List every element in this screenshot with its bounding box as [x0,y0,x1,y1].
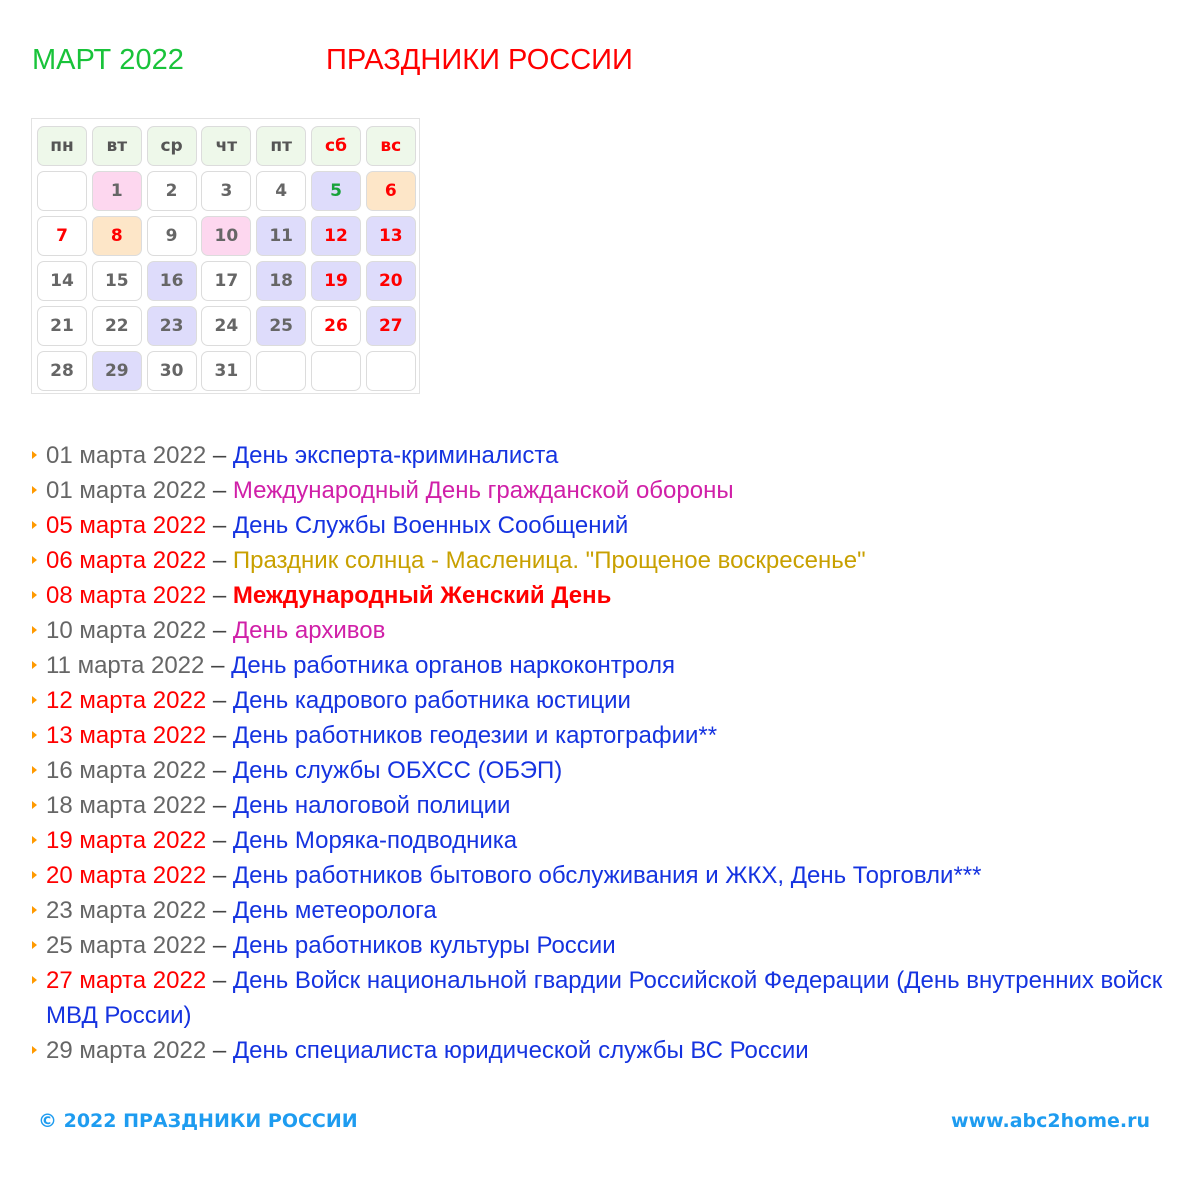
month-title: МАРТ 2022 [32,44,184,76]
calendar-day: 7 [37,216,87,256]
holiday-date: 12 марта 2022 [46,687,207,714]
holiday-name: День кадрового работника юстиции [232,687,631,714]
calendar-day: 10 [201,216,251,256]
holiday-separator: – [212,687,227,714]
holiday-separator: – [212,512,227,539]
holiday-item [32,858,1172,893]
calendar-empty-cell [366,351,416,391]
calendar-empty-cell [37,171,87,211]
calendar-day: 26 [311,306,361,346]
holiday-separator: – [212,827,227,854]
holiday-name: День архивов [232,617,386,644]
calendar-day: 6 [366,171,416,211]
holiday-date: 29 марта 2022 [46,1037,207,1064]
holiday-separator: – [212,442,227,469]
calendar-empty-cell [311,351,361,391]
calendar-empty-cell [256,351,306,391]
calendar-day: 12 [311,216,361,256]
calendar-day: 5 [311,171,361,211]
holiday-separator: – [212,757,227,784]
holiday-item [32,473,1172,508]
calendar-day: 29 [92,351,142,391]
weekday-header: вт [92,126,142,166]
holiday-item [32,508,1172,543]
calendar-day: 11 [256,216,306,256]
holiday-date: 05 марта 2022 [46,512,207,539]
holiday-name: Праздник солнца - Масленица. "Прощеное воскресенье" [232,547,866,574]
holiday-name: День эксперта-криминалиста [232,442,559,469]
holiday-date: 01 марта 2022 [46,477,207,504]
calendar-day: 30 [147,351,197,391]
holiday-name: День налоговой полиции [232,792,511,819]
calendar-day: 27 [366,306,416,346]
holiday-date: 25 марта 2022 [46,932,207,959]
calendar-day: 24 [201,306,251,346]
holiday-separator: – [211,652,225,679]
holiday-item [32,578,1172,613]
calendar-day: 14 [37,261,87,301]
holiday-separator: – [212,897,227,924]
holiday-item [32,613,1172,648]
holiday-name: День работников бытового обслуживания и ЖКХ, День Торговли*** [232,862,982,889]
month-calendar [31,118,420,394]
calendar-day: 8 [92,216,142,256]
holiday-item [32,1033,1172,1068]
holiday-item [32,893,1172,928]
calendar-day: 15 [92,261,142,301]
weekday-header: пт [256,126,306,166]
holiday-name: День службы ОБХСС (ОБЭП) [232,757,563,784]
footer-website-link[interactable]: www.abc2home.ru [951,1110,1150,1132]
weekday-header: сб [311,126,361,166]
holiday-date: 08 марта 2022 [46,582,207,609]
holiday-date: 13 марта 2022 [46,722,207,749]
holiday-item [32,683,1172,718]
calendar-day: 2 [147,171,197,211]
holiday-name: День работников геодезии и картографии** [232,722,718,749]
holiday-name: День Службы Военных Сообщений [232,512,629,539]
holiday-date: 18 марта 2022 [46,792,207,819]
calendar-day: 21 [37,306,87,346]
holiday-name: День работников культуры России [232,932,616,959]
holiday-separator: – [212,617,227,644]
calendar-day: 18 [256,261,306,301]
holiday-separator: – [212,792,227,819]
calendar-day: 1 [92,171,142,211]
weekday-header: вс [366,126,416,166]
holiday-name: День метеоролога [232,897,437,924]
holiday-date: 16 марта 2022 [46,757,207,784]
site-title: ПРАЗДНИКИ РОССИИ [326,44,633,76]
calendar-day: 19 [311,261,361,301]
holiday-date: 19 марта 2022 [46,827,207,854]
holiday-separator: – [212,477,227,504]
weekday-header: ср [147,126,197,166]
calendar-day: 23 [147,306,197,346]
holiday-date: 06 марта 2022 [46,547,207,574]
holiday-separator: – [212,967,227,994]
holiday-separator: – [212,1037,227,1064]
holiday-name: День специалиста юридической службы ВС России [232,1037,809,1064]
holiday-item [32,718,1172,753]
holiday-separator: – [212,547,227,574]
holiday-item [32,648,1172,683]
holiday-date: 23 марта 2022 [46,897,207,924]
holiday-name: День Моряка-подводника [232,827,518,854]
holiday-date: 01 марта 2022 [46,442,207,469]
holiday-separator: – [212,582,227,609]
calendar-day: 22 [92,306,142,346]
holiday-item [32,543,1172,578]
calendar-day: 9 [147,216,197,256]
holiday-list [32,438,1172,1068]
calendar-day: 25 [256,306,306,346]
calendar-day: 28 [37,351,87,391]
holiday-name: День работника органов наркоконтроля [231,652,675,679]
holiday-date: 11 марта 2022 [46,652,205,679]
holiday-item [32,963,1172,1033]
weekday-header: чт [201,126,251,166]
holiday-name: День Войск национальной гвардии Российской Федерации (День внутренних войск МВД России) [46,967,1163,1029]
holiday-date: 27 марта 2022 [46,967,207,994]
holiday-item [32,823,1172,858]
calendar-day: 20 [366,261,416,301]
holiday-name: Международный Женский День [232,582,612,609]
holiday-separator: – [212,722,227,749]
calendar-day: 4 [256,171,306,211]
calendar-day: 17 [201,261,251,301]
holiday-item [32,753,1172,788]
calendar-day: 13 [366,216,416,256]
holiday-item [32,928,1172,963]
holiday-name: Международный День гражданской обороны [232,477,734,504]
calendar-day: 3 [201,171,251,211]
holiday-separator: – [212,862,227,889]
holiday-item [32,788,1172,823]
holiday-date: 10 марта 2022 [46,617,207,644]
calendar-day: 16 [147,261,197,301]
holiday-separator: – [212,932,227,959]
weekday-header: пн [37,126,87,166]
holiday-date: 20 марта 2022 [46,862,207,889]
footer-copyright: © 2022 ПРАЗДНИКИ РОССИИ [38,1110,358,1132]
calendar-day: 31 [201,351,251,391]
holiday-item [32,438,1172,473]
